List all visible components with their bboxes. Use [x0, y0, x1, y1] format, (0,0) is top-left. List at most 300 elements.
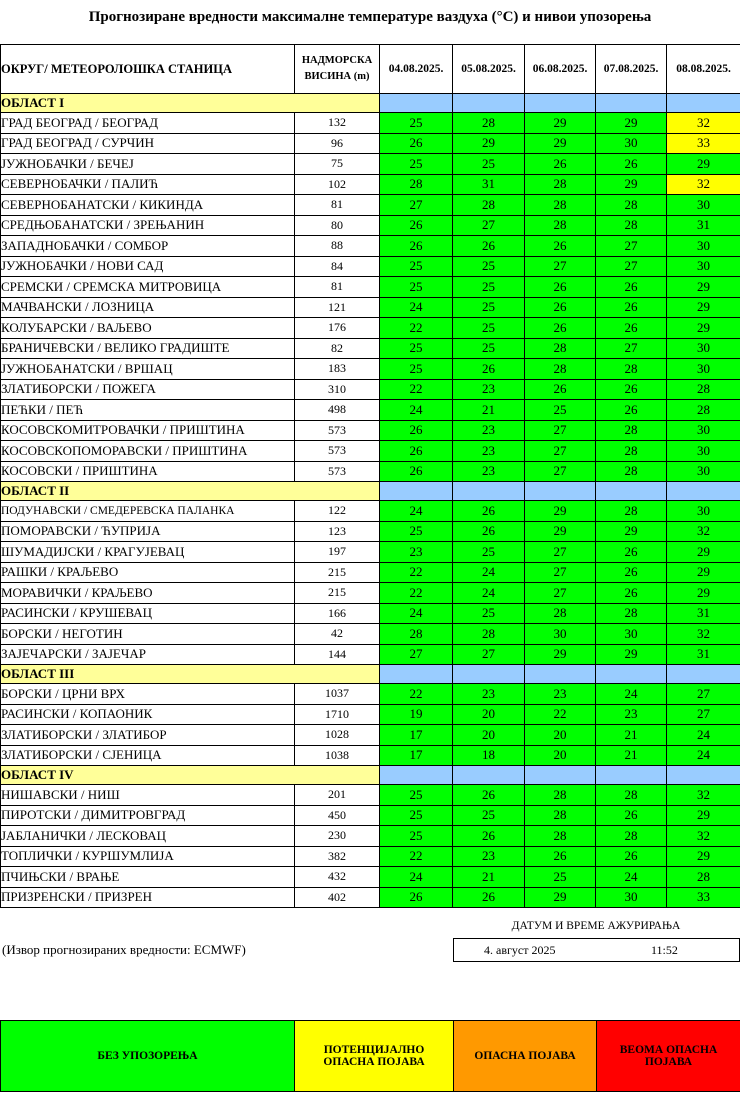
station-name: ПИРОТСКИ / ДИМИТРОВГРАД	[1, 805, 295, 826]
temperature-cell: 28	[380, 174, 453, 195]
temperature-cell: 25	[380, 113, 453, 134]
region-fill-cell	[667, 482, 740, 501]
temperature-cell: 24	[380, 400, 453, 421]
temperature-cell: 24	[453, 562, 525, 583]
station-altitude: 573	[295, 461, 380, 482]
temperature-cell: 26	[453, 887, 525, 908]
header-date: 06.08.2025.	[525, 45, 596, 94]
temperature-cell: 22	[380, 846, 453, 867]
station-name: ПЕЋКИ / ПЕЋ	[1, 400, 295, 421]
station-altitude: 1028	[295, 725, 380, 746]
temperature-cell: 30	[596, 133, 667, 154]
update-time: 11:52	[651, 943, 678, 957]
table-row	[1, 846, 740, 867]
temperature-cell: 27	[667, 704, 740, 725]
temperature-cell: 18	[453, 745, 525, 766]
table-row	[1, 785, 740, 806]
header-row	[1, 45, 740, 94]
temperature-cell: 28	[453, 624, 525, 645]
temperature-cell: 23	[453, 441, 525, 462]
temperature-cell: 21	[453, 867, 525, 888]
update-date: 4. август 2025	[484, 943, 556, 957]
temperature-cell: 28	[596, 441, 667, 462]
temperature-cell: 28	[525, 359, 596, 380]
station-name: ЗЛАТИБОРСКИ / ПОЖЕГА	[1, 379, 295, 400]
temperature-cell: 23	[453, 420, 525, 441]
temperature-cell: 30	[525, 624, 596, 645]
station-altitude: 81	[295, 277, 380, 298]
station-altitude: 80	[295, 215, 380, 236]
region-label: ОБЛАСТ IV	[1, 766, 380, 785]
temperature-cell: 24	[453, 583, 525, 604]
temperature-cell: 28	[596, 420, 667, 441]
temperature-cell: 30	[667, 236, 740, 257]
temperature-cell: 20	[525, 725, 596, 746]
temperature-cell: 23	[596, 704, 667, 725]
temperature-cell: 25	[380, 805, 453, 826]
temperature-cell: 28	[596, 501, 667, 522]
page-title: Прогнозиране вредности максималне температуре ваздуха (°C) и нивои упозорења	[88, 9, 652, 25]
temperature-cell: 19	[380, 704, 453, 725]
temperature-cell: 28	[596, 785, 667, 806]
temperature-cell: 25	[525, 400, 596, 421]
region-fill-cell	[525, 766, 596, 785]
temperature-cell: 21	[596, 745, 667, 766]
station-name: ЗАЈЕЧАРСКИ / ЗАЈЕЧАР	[1, 644, 295, 665]
temperature-cell: 29	[525, 113, 596, 134]
station-name: ЈАБЛАНИЧКИ / ЛЕСКОВАЦ	[1, 826, 295, 847]
region-fill-cell	[453, 482, 525, 501]
temperature-cell: 28	[596, 603, 667, 624]
station-name: КОСОВСКОПОМОРАВСКИ / ПРИШТИНА	[1, 441, 295, 462]
temperature-cell: 25	[380, 154, 453, 175]
temperature-cell: 28	[525, 603, 596, 624]
temperature-cell: 26	[596, 154, 667, 175]
table-row	[1, 583, 740, 604]
table-row	[1, 359, 740, 380]
temperature-cell: 29	[525, 501, 596, 522]
temperature-cell: 28	[525, 215, 596, 236]
region-fill-cell	[525, 94, 596, 113]
temperature-cell: 25	[453, 318, 525, 339]
temperature-cell: 25	[525, 867, 596, 888]
temperature-cell: 28	[667, 400, 740, 421]
temperature-cell: 33	[667, 133, 740, 154]
temperature-cell: 29	[667, 277, 740, 298]
temperature-cell: 29	[525, 133, 596, 154]
temperature-cell: 27	[453, 215, 525, 236]
temperature-cell: 28	[525, 174, 596, 195]
temperature-cell: 23	[453, 461, 525, 482]
table-row	[1, 887, 740, 908]
temperature-cell: 29	[667, 542, 740, 563]
temperature-cell: 24	[667, 745, 740, 766]
station-name: ПРИЗРЕНСКИ / ПРИЗРЕН	[1, 887, 295, 908]
temperature-cell: 32	[667, 113, 740, 134]
temperature-cell: 26	[525, 236, 596, 257]
temperature-cell: 29	[667, 805, 740, 826]
region-row	[1, 665, 740, 684]
temperature-cell: 26	[596, 583, 667, 604]
region-row	[1, 94, 740, 113]
station-name: БОРСКИ / НЕГОТИН	[1, 624, 295, 645]
temperature-cell: 29	[525, 521, 596, 542]
station-name: ЈУЖНОБАЧКИ / БЕЧЕЈ	[1, 154, 295, 175]
temperature-cell: 25	[380, 338, 453, 359]
update-box	[453, 938, 740, 962]
temperature-cell: 26	[525, 379, 596, 400]
temperature-cell: 27	[596, 236, 667, 257]
temperature-cell: 23	[453, 684, 525, 705]
temperature-cell: 28	[596, 195, 667, 216]
station-altitude: 1037	[295, 684, 380, 705]
temperature-cell: 27	[525, 420, 596, 441]
region-label: ОБЛАСТ II	[1, 482, 380, 501]
region-row	[1, 766, 740, 785]
temperature-cell: 26	[525, 846, 596, 867]
temperature-cell: 26	[525, 277, 596, 298]
temperature-cell: 22	[380, 583, 453, 604]
table-row	[1, 277, 740, 298]
table-row	[1, 297, 740, 318]
temperature-cell: 27	[525, 256, 596, 277]
region-fill-cell	[525, 665, 596, 684]
temperature-cell: 26	[525, 154, 596, 175]
warning-legend	[0, 1020, 740, 1092]
region-fill-cell	[453, 766, 525, 785]
station-name: КОЛУБАРСКИ / ВАЉЕВО	[1, 318, 295, 339]
temperature-cell: 26	[380, 887, 453, 908]
temperature-cell: 27	[525, 441, 596, 462]
station-altitude: 42	[295, 624, 380, 645]
temperature-cell: 26	[525, 318, 596, 339]
temperature-cell: 28	[525, 338, 596, 359]
station-name: КОСОВСКИ / ПРИШТИНА	[1, 461, 295, 482]
temperature-cell: 28	[596, 461, 667, 482]
legend-dangerous: ОПАСНА ПОЈАВА	[454, 1021, 597, 1092]
temperature-cell: 24	[596, 867, 667, 888]
temperature-cell: 28	[596, 826, 667, 847]
station-altitude: 81	[295, 195, 380, 216]
temperature-cell: 25	[380, 277, 453, 298]
station-name: РАШКИ / КРАЉЕВО	[1, 562, 295, 583]
station-altitude: 573	[295, 441, 380, 462]
station-altitude: 176	[295, 318, 380, 339]
table-row	[1, 441, 740, 462]
header-station: ОКРУГ/ МЕТЕОРОЛОШКА СТАНИЦА	[1, 45, 295, 94]
temperature-cell: 22	[380, 379, 453, 400]
temperature-cell: 27	[380, 195, 453, 216]
table-row	[1, 174, 740, 195]
temperature-cell: 32	[667, 826, 740, 847]
temperature-cell: 26	[596, 562, 667, 583]
header-date: 04.08.2025.	[380, 45, 453, 94]
region-fill-cell	[453, 94, 525, 113]
temperature-cell: 26	[596, 400, 667, 421]
region-fill-cell	[596, 665, 667, 684]
region-fill-cell	[667, 766, 740, 785]
table-row	[1, 624, 740, 645]
temperature-cell: 27	[525, 461, 596, 482]
region-fill-cell	[596, 766, 667, 785]
station-altitude: 197	[295, 542, 380, 563]
region-fill-cell	[667, 665, 740, 684]
region-fill-cell	[596, 94, 667, 113]
temperature-cell: 24	[380, 867, 453, 888]
table-row	[1, 684, 740, 705]
region-fill-cell	[453, 665, 525, 684]
temperature-cell: 29	[596, 521, 667, 542]
station-name: СЕВЕРНОБАНАТСКИ / КИКИНДА	[1, 195, 295, 216]
temperature-cell: 20	[453, 725, 525, 746]
table-row	[1, 603, 740, 624]
station-name: ЗЛАТИБОРСКИ / ЗЛАТИБОР	[1, 725, 295, 746]
legend-very-dangerous: ВЕОМА ОПАСНА ПОЈАВА	[597, 1021, 740, 1092]
station-name: ТОПЛИЧКИ / КУРШУМЛИЈА	[1, 846, 295, 867]
temperature-cell: 28	[596, 215, 667, 236]
station-name: КОСОВСКОМИТРОВАЧКИ / ПРИШТИНА	[1, 420, 295, 441]
station-altitude: 122	[295, 501, 380, 522]
temperature-cell: 30	[667, 441, 740, 462]
station-altitude: 230	[295, 826, 380, 847]
table-row	[1, 420, 740, 441]
table-row	[1, 867, 740, 888]
temperature-cell: 26	[596, 277, 667, 298]
header-altitude: НАДМОРСКА ВИСИНА (m)	[295, 45, 380, 94]
legend-no-warning: БЕЗ УПОЗОРЕЊА	[1, 1021, 295, 1092]
temperature-cell: 22	[525, 704, 596, 725]
temperature-cell: 26	[453, 501, 525, 522]
temperature-cell: 21	[453, 400, 525, 421]
temperature-cell: 25	[380, 785, 453, 806]
station-altitude: 215	[295, 562, 380, 583]
temperature-cell: 33	[667, 887, 740, 908]
temperature-cell: 26	[453, 521, 525, 542]
temperature-cell: 27	[667, 684, 740, 705]
update-label: ДАТУМ И ВРЕМЕ АЖУРИРАЊА	[511, 920, 681, 932]
station-name: ГРАД БЕОГРАД / СУРЧИН	[1, 133, 295, 154]
table-row	[1, 318, 740, 339]
temperature-cell: 26	[380, 441, 453, 462]
temperature-cell: 29	[667, 154, 740, 175]
temperature-cell: 27	[596, 256, 667, 277]
temperature-cell: 30	[667, 501, 740, 522]
temperature-cell: 29	[667, 583, 740, 604]
table-row	[1, 562, 740, 583]
temperature-cell: 29	[525, 644, 596, 665]
forecast-table	[0, 44, 740, 908]
station-name: ЗЛАТИБОРСКИ / СЈЕНИЦА	[1, 745, 295, 766]
station-name: ЈУЖНОБАЧКИ / НОВИ САД	[1, 256, 295, 277]
temperature-cell: 26	[596, 379, 667, 400]
temperature-cell: 28	[380, 624, 453, 645]
region-fill-cell	[525, 482, 596, 501]
station-altitude: 102	[295, 174, 380, 195]
station-name: СРЕМСКИ / СРЕМСКА МИТРОВИЦА	[1, 277, 295, 298]
temperature-cell: 24	[667, 725, 740, 746]
temperature-cell: 26	[525, 297, 596, 318]
temperature-cell: 25	[453, 338, 525, 359]
temperature-cell: 26	[596, 297, 667, 318]
station-name: МОРАВИЧКИ / КРАЉЕВО	[1, 583, 295, 604]
station-altitude: 432	[295, 867, 380, 888]
table-row	[1, 501, 740, 522]
temperature-cell: 25	[380, 359, 453, 380]
table-row	[1, 379, 740, 400]
temperature-cell: 28	[453, 195, 525, 216]
temperature-cell: 27	[453, 644, 525, 665]
region-label: ОБЛАСТ I	[1, 94, 380, 113]
table-row	[1, 542, 740, 563]
table-row	[1, 113, 740, 134]
temperature-cell: 32	[667, 624, 740, 645]
temperature-cell: 24	[380, 603, 453, 624]
temperature-cell: 30	[667, 338, 740, 359]
table-row	[1, 195, 740, 216]
temperature-cell: 29	[525, 887, 596, 908]
temperature-cell: 29	[667, 297, 740, 318]
temperature-cell: 26	[453, 785, 525, 806]
temperature-cell: 32	[667, 521, 740, 542]
temperature-cell: 23	[380, 542, 453, 563]
station-altitude: 84	[295, 256, 380, 277]
station-name: РАСИНСКИ / КРУШЕВАЦ	[1, 603, 295, 624]
temperature-cell: 26	[380, 236, 453, 257]
table-row	[1, 644, 740, 665]
station-altitude: 82	[295, 338, 380, 359]
region-label: ОБЛАСТ III	[1, 665, 380, 684]
table-row	[1, 236, 740, 257]
temperature-cell: 30	[667, 461, 740, 482]
temperature-cell: 17	[380, 745, 453, 766]
station-name: БОРСКИ / ЦРНИ ВРХ	[1, 684, 295, 705]
temperature-cell: 22	[380, 684, 453, 705]
temperature-cell: 26	[596, 318, 667, 339]
temperature-cell: 28	[525, 785, 596, 806]
table-row	[1, 338, 740, 359]
table-row	[1, 745, 740, 766]
temperature-cell: 30	[596, 887, 667, 908]
temperature-cell: 26	[380, 133, 453, 154]
station-altitude: 166	[295, 603, 380, 624]
header-date: 05.08.2025.	[453, 45, 525, 94]
temperature-cell: 20	[525, 745, 596, 766]
temperature-cell: 17	[380, 725, 453, 746]
table-row	[1, 133, 740, 154]
temperature-cell: 27	[380, 644, 453, 665]
temperature-cell: 27	[525, 542, 596, 563]
station-name: ГРАД БЕОГРАД / БЕОГРАД	[1, 113, 295, 134]
table-row	[1, 826, 740, 847]
temperature-cell: 30	[667, 195, 740, 216]
station-altitude: 183	[295, 359, 380, 380]
table-row	[1, 521, 740, 542]
temperature-cell: 31	[667, 644, 740, 665]
temperature-cell: 28	[667, 867, 740, 888]
temperature-cell: 25	[453, 297, 525, 318]
temperature-cell: 26	[596, 846, 667, 867]
station-altitude: 310	[295, 379, 380, 400]
temperature-cell: 28	[525, 826, 596, 847]
region-fill-cell	[380, 766, 453, 785]
station-name: СРЕДЊОБАНАТСКИ / ЗРЕЊАНИН	[1, 215, 295, 236]
station-altitude: 123	[295, 521, 380, 542]
temperature-cell: 29	[453, 133, 525, 154]
station-altitude: 121	[295, 297, 380, 318]
station-altitude: 450	[295, 805, 380, 826]
temperature-cell: 24	[380, 297, 453, 318]
station-name: РАСИНСКИ / КОПАОНИК	[1, 704, 295, 725]
temperature-cell: 25	[380, 826, 453, 847]
temperature-cell: 30	[667, 256, 740, 277]
temperature-cell: 22	[380, 318, 453, 339]
temperature-cell: 29	[667, 318, 740, 339]
temperature-cell: 28	[596, 359, 667, 380]
region-row	[1, 482, 740, 501]
temperature-cell: 30	[667, 420, 740, 441]
temperature-cell: 29	[596, 174, 667, 195]
table-row	[1, 704, 740, 725]
station-altitude: 382	[295, 846, 380, 867]
temperature-cell: 26	[380, 215, 453, 236]
temperature-cell: 31	[667, 215, 740, 236]
temperature-cell: 30	[667, 359, 740, 380]
station-name: НИШАВСКИ / НИШ	[1, 785, 295, 806]
temperature-cell: 22	[380, 562, 453, 583]
source-note: (Извор прогнозираних вредности: ECMWF)	[2, 942, 246, 957]
temperature-cell: 23	[453, 846, 525, 867]
temperature-cell: 25	[453, 256, 525, 277]
temperature-cell: 32	[667, 174, 740, 195]
region-fill-cell	[380, 482, 453, 501]
temperature-cell: 26	[380, 420, 453, 441]
station-name: ПОДУНАВСКИ / СМЕДЕРЕВСКА ПАЛАНКА	[1, 501, 295, 522]
region-fill-cell	[380, 665, 453, 684]
table-row	[1, 725, 740, 746]
table-row	[1, 154, 740, 175]
station-altitude: 144	[295, 644, 380, 665]
table-body	[1, 94, 740, 908]
station-altitude: 132	[295, 113, 380, 134]
region-fill-cell	[667, 94, 740, 113]
temperature-cell: 25	[380, 521, 453, 542]
temperature-cell: 24	[380, 501, 453, 522]
table-row	[1, 400, 740, 421]
temperature-cell: 29	[596, 644, 667, 665]
region-fill-cell	[596, 482, 667, 501]
temperature-cell: 27	[525, 583, 596, 604]
station-altitude: 88	[295, 236, 380, 257]
legend-potentially-dangerous: ПОТЕНЦИЈАЛНО ОПАСНА ПОЈАВА	[295, 1021, 454, 1092]
table-row	[1, 461, 740, 482]
temperature-cell: 31	[453, 174, 525, 195]
temperature-cell: 29	[667, 562, 740, 583]
header-date: 08.08.2025.	[667, 45, 740, 94]
temperature-cell: 24	[596, 684, 667, 705]
temperature-cell: 23	[525, 684, 596, 705]
temperature-cell: 25	[453, 805, 525, 826]
temperature-cell: 29	[667, 846, 740, 867]
temperature-cell: 27	[596, 338, 667, 359]
temperature-cell: 25	[453, 603, 525, 624]
station-altitude: 1710	[295, 704, 380, 725]
station-name: ШУМАДИЈСКИ / КРАГУЈЕВАЦ	[1, 542, 295, 563]
temperature-cell: 25	[453, 277, 525, 298]
temperature-cell: 25	[453, 542, 525, 563]
temperature-cell: 28	[525, 195, 596, 216]
temperature-cell: 20	[453, 704, 525, 725]
temperature-cell: 32	[667, 785, 740, 806]
